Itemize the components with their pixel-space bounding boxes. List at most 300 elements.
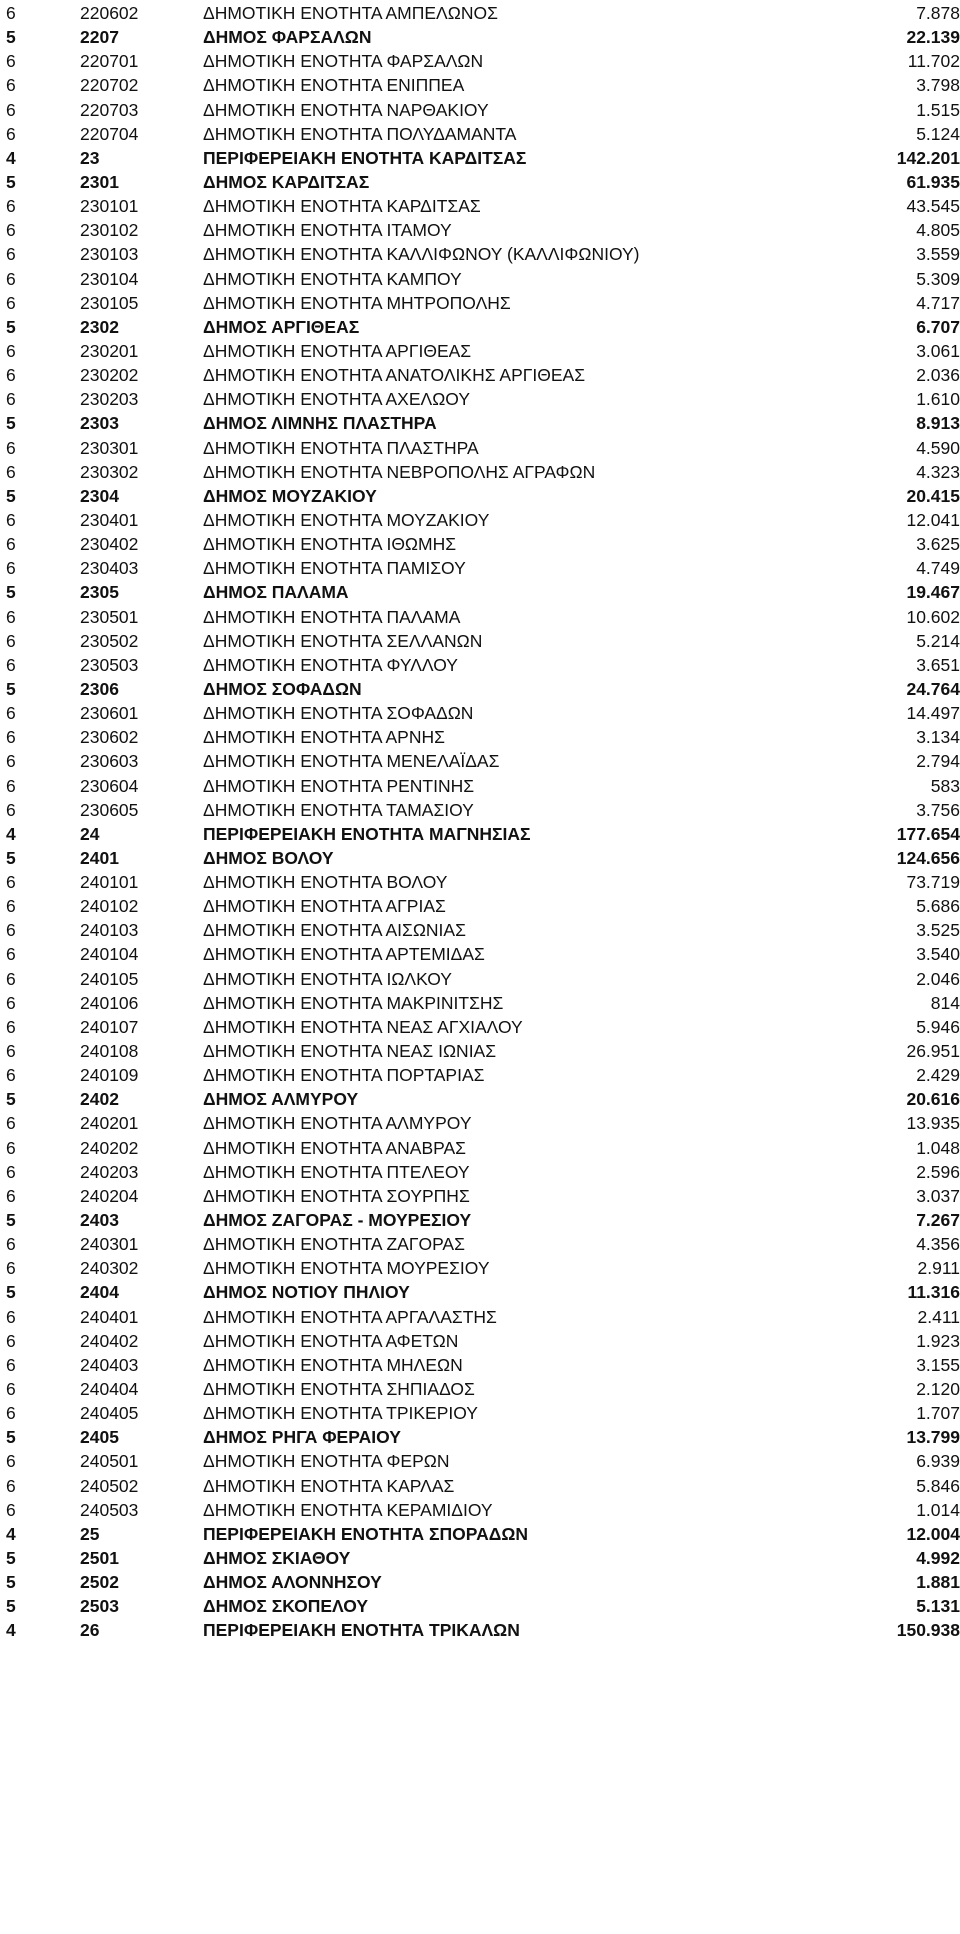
population-cell: 7.267 (916, 1210, 960, 1231)
name-cell: ΔΗΜΟΤΙΚΗ ΕΝΟΤΗΤΑ ΜΗΛΕΩΝ (203, 1354, 463, 1375)
code-cell: 230602 (80, 727, 139, 748)
population-cell: 43.545 (906, 196, 960, 217)
name-cell: ΔΗΜΟΤΙΚΗ ΕΝΟΤΗΤΑ ΜΟΥΖΑΚΙΟΥ (203, 509, 490, 530)
code-cell: 230302 (80, 461, 139, 482)
level-cell: 6 (6, 365, 16, 386)
code-cell: 230105 (80, 292, 139, 313)
table-row (0, 1425, 960, 1449)
name-cell: ΔΗΜΟΣ ΣΚΙΑΘΟΥ (203, 1548, 351, 1568)
population-cell: 3.625 (916, 534, 960, 555)
population-cell: 583 (930, 775, 960, 796)
population-cell: 1.707 (916, 1403, 960, 1424)
population-cell: 3.798 (916, 75, 960, 96)
table-row (0, 1232, 960, 1256)
table-row (0, 798, 960, 822)
table-row (0, 629, 960, 653)
population-cell: 11.702 (907, 51, 960, 72)
level-cell: 6 (6, 799, 16, 820)
table-row (0, 653, 960, 677)
table-row (0, 218, 960, 242)
table-row (0, 291, 960, 315)
name-cell: ΔΗΜΟΤΙΚΗ ΕΝΟΤΗΤΑ ΚΑΜΠΟΥ (203, 268, 462, 289)
level-cell: 6 (6, 3, 16, 23)
name-cell: ΔΗΜΟΣ ΖΑΓΟΡΑΣ - ΜΟΥΡΕΣΙΟΥ (203, 1210, 472, 1231)
level-cell: 6 (6, 1234, 16, 1255)
level-cell: 6 (6, 775, 16, 796)
population-cell: 2.911 (917, 1258, 960, 1279)
population-cell: 22.139 (906, 27, 960, 48)
table-row (0, 1329, 960, 1353)
population-cell: 73.719 (906, 872, 960, 893)
code-cell: 230301 (80, 437, 139, 458)
code-cell: 240403 (80, 1354, 139, 1375)
population-cell: 10.602 (906, 606, 960, 627)
population-cell: 14.497 (906, 703, 960, 724)
table-row (0, 1184, 960, 1208)
table-row (0, 315, 960, 339)
code-cell: 240101 (80, 872, 139, 893)
code-cell: 230402 (80, 534, 139, 555)
level-cell: 6 (6, 196, 16, 217)
table-row (0, 918, 960, 942)
code-cell: 230603 (80, 751, 139, 772)
level-cell: 6 (6, 630, 16, 651)
level-cell: 6 (6, 1306, 16, 1327)
name-cell: ΠΕΡΙΦΕΡΕΙΑΚΗ ΕΝΟΤΗΤΑ ΤΡΙΚΑΛΩΝ (203, 1620, 520, 1641)
table-row (0, 49, 960, 73)
name-cell: ΔΗΜΟΤΙΚΗ ΕΝΟΤΗΤΑ ΙΤΑΜΟΥ (203, 220, 452, 241)
name-cell: ΔΗΜΟΤΙΚΗ ΕΝΟΤΗΤΑ ΝΕΑΣ ΙΩΝΙΑΣ (203, 1041, 497, 1062)
name-cell: ΔΗΜΟΤΙΚΗ ΕΝΟΤΗΤΑ ΠΤΕΛΕΟΥ (203, 1161, 470, 1182)
code-cell: 2207 (80, 27, 119, 48)
table-row (0, 1546, 960, 1570)
code-cell: 240103 (80, 920, 139, 941)
table-row (0, 1063, 960, 1087)
level-cell: 6 (6, 99, 16, 120)
table-row (0, 1522, 960, 1546)
table-row (0, 846, 960, 870)
level-cell: 5 (6, 847, 16, 868)
level-cell: 6 (6, 944, 16, 965)
code-cell: 230202 (80, 365, 139, 386)
code-cell: 220702 (80, 75, 139, 96)
table-row (0, 1353, 960, 1377)
population-cell: 1.923 (916, 1330, 960, 1351)
level-cell: 6 (6, 1379, 16, 1400)
table-row (0, 1015, 960, 1039)
name-cell: ΔΗΜΟΤΙΚΗ ΕΝΟΤΗΤΑ ΑΧΕΛΩΟΥ (203, 389, 470, 410)
level-cell: 6 (6, 968, 16, 989)
level-cell: 6 (6, 606, 16, 627)
code-cell: 240404 (80, 1379, 139, 1400)
name-cell: ΔΗΜΟΤΙΚΗ ΕΝΟΤΗΤΑ ΙΩΛΚΟΥ (203, 968, 452, 989)
population-cell: 2.046 (916, 968, 960, 989)
level-cell: 5 (6, 1282, 16, 1303)
level-cell: 4 (6, 823, 16, 844)
table-row (0, 1160, 960, 1184)
table-row (0, 460, 960, 484)
table-row (0, 749, 960, 773)
level-cell: 5 (6, 171, 16, 192)
level-cell: 6 (6, 1258, 16, 1279)
table-row (0, 991, 960, 1015)
name-cell: ΠΕΡΙΦΕΡΕΙΑΚΗ ΕΝΟΤΗΤΑ ΣΠΟΡΑΔΩΝ (203, 1523, 529, 1544)
table-row (0, 1256, 960, 1280)
population-cell: 5.946 (916, 1016, 960, 1037)
name-cell: ΔΗΜΟΤΙΚΗ ΕΝΟΤΗΤΑ ΝΑΡΘΑΚΙΟΥ (203, 99, 489, 120)
code-cell: 230201 (80, 340, 139, 361)
name-cell: ΔΗΜΟΤΙΚΗ ΕΝΟΤΗΤΑ ΝΕΑΣ ΑΓΧΙΑΛΟΥ (203, 1016, 523, 1037)
name-cell: ΔΗΜΟΣ ΣΟΦΑΔΩΝ (203, 678, 362, 699)
level-cell: 6 (6, 220, 16, 241)
population-cell: 20.415 (906, 485, 960, 506)
level-cell: 6 (6, 703, 16, 724)
table-row (0, 25, 960, 49)
code-cell: 2306 (80, 678, 119, 699)
population-cell: 6.707 (916, 316, 960, 337)
name-cell: ΔΗΜΟΤΙΚΗ ΕΝΟΤΗΤΑ ΣΗΠΙΑΔΟΣ (203, 1379, 475, 1400)
population-cell: 2.429 (916, 1065, 960, 1086)
name-cell: ΔΗΜΟΤΙΚΗ ΕΝΟΤΗΤΑ ΚΕΡΑΜΙΔΙΟΥ (203, 1499, 493, 1520)
table-row (0, 1208, 960, 1232)
table-row (0, 556, 960, 580)
level-cell: 4 (6, 1620, 16, 1641)
level-cell: 5 (6, 316, 16, 337)
level-cell: 6 (6, 340, 16, 361)
name-cell: ΔΗΜΟΣ ΑΡΓΙΘΕΑΣ (203, 316, 360, 337)
level-cell: 6 (6, 1113, 16, 1134)
name-cell: ΔΗΜΟΤΙΚΗ ΕΝΟΤΗΤΑ ΣΕΛΛΑΝΩΝ (203, 630, 483, 651)
level-cell: 6 (6, 1041, 16, 1062)
population-cell: 5.124 (916, 123, 960, 144)
level-cell: 5 (6, 413, 16, 434)
table-row (0, 894, 960, 918)
name-cell: ΔΗΜΟΤΙΚΗ ΕΝΟΤΗΤΑ ΠΛΑΣΤΗΡΑ (203, 437, 479, 458)
code-cell: 230503 (80, 654, 139, 675)
population-cell: 142.201 (896, 147, 960, 168)
population-cell: 13.799 (906, 1427, 960, 1448)
level-cell: 6 (6, 1451, 16, 1472)
population-cell: 6.939 (916, 1451, 960, 1472)
code-cell: 230601 (80, 703, 139, 724)
table-row (0, 98, 960, 122)
name-cell: ΔΗΜΟΣ ΑΛΜΥΡΟΥ (203, 1089, 359, 1110)
code-cell: 2405 (80, 1427, 119, 1448)
code-cell: 230605 (80, 799, 139, 820)
level-cell: 5 (6, 582, 16, 603)
table-row (0, 1111, 960, 1135)
code-cell: 240302 (80, 1258, 139, 1279)
name-cell: ΔΗΜΟΤΙΚΗ ΕΝΟΤΗΤΑ ΑΝΑΤΟΛΙΚΗΣ ΑΡΓΙΘΕΑΣ (203, 365, 586, 386)
table-row (0, 701, 960, 725)
code-cell: 23 (80, 147, 100, 168)
code-cell: 240405 (80, 1403, 139, 1424)
level-cell: 6 (6, 751, 16, 772)
population-cell: 7.878 (916, 3, 960, 23)
code-cell: 220701 (80, 51, 139, 72)
code-cell: 220704 (80, 123, 139, 144)
name-cell: ΔΗΜΟΤΙΚΗ ΕΝΟΤΗΤΑ ΒΟΛΟΥ (203, 872, 448, 893)
population-cell: 61.935 (906, 171, 960, 192)
level-cell: 6 (6, 654, 16, 675)
population-cell: 4.992 (916, 1548, 960, 1568)
level-cell: 6 (6, 1475, 16, 1496)
code-cell: 2503 (80, 1596, 119, 1617)
table-row (0, 73, 960, 97)
population-cell: 5.309 (916, 268, 960, 289)
table-row (0, 242, 960, 266)
name-cell: ΔΗΜΟΤΙΚΗ ΕΝΟΤΗΤΑ ΑΓΡΙΑΣ (203, 896, 446, 917)
population-cell: 26.951 (906, 1041, 960, 1062)
name-cell: ΔΗΜΟΤΙΚΗ ΕΝΟΤΗΤΑ ΑΡΝΗΣ (203, 727, 445, 748)
name-cell: ΔΗΜΟΤΙΚΗ ΕΝΟΤΗΤΑ ΑΙΣΩΝΙΑΣ (203, 920, 466, 941)
level-cell: 5 (6, 1548, 16, 1568)
table-row (0, 339, 960, 363)
population-cell: 5.214 (916, 630, 960, 651)
level-cell: 5 (6, 485, 16, 506)
population-cell: 8.913 (916, 413, 960, 434)
table-row (0, 1280, 960, 1304)
name-cell: ΔΗΜΟΣ ΚΑΡΔΙΤΣΑΣ (203, 171, 370, 192)
code-cell: 240402 (80, 1330, 139, 1351)
name-cell: ΔΗΜΟΤΙΚΗ ΕΝΟΤΗΤΑ ΚΑΡΛΑΣ (203, 1475, 455, 1496)
name-cell: ΔΗΜΟΤΙΚΗ ΕΝΟΤΗΤΑ ΑΜΠΕΛΩΝΟΣ (203, 3, 498, 23)
level-cell: 5 (6, 27, 16, 48)
code-cell: 240107 (80, 1016, 139, 1037)
name-cell: ΔΗΜΟΤΙΚΗ ΕΝΟΤΗΤΑ ΦΑΡΣΑΛΩΝ (203, 51, 484, 72)
code-cell: 240202 (80, 1137, 139, 1158)
level-cell: 6 (6, 1065, 16, 1086)
code-cell: 240105 (80, 968, 139, 989)
code-cell: 240108 (80, 1041, 139, 1062)
table-row (0, 411, 960, 435)
population-cell: 11.316 (907, 1282, 960, 1303)
level-cell: 6 (6, 51, 16, 72)
name-cell: ΔΗΜΟΣ ΦΑΡΣΑΛΩΝ (203, 27, 372, 48)
population-cell: 3.037 (916, 1185, 960, 1206)
code-cell: 25 (80, 1523, 100, 1544)
population-cell: 24.764 (906, 678, 960, 699)
population-cell: 177.654 (896, 823, 960, 844)
name-cell: ΔΗΜΟΤΙΚΗ ΕΝΟΤΗΤΑ ΚΑΡΔΙΤΣΑΣ (203, 196, 481, 217)
population-cell: 13.935 (906, 1113, 960, 1134)
table-row (0, 774, 960, 798)
population-cell: 3.061 (916, 340, 960, 361)
name-cell: ΔΗΜΟΤΙΚΗ ΕΝΟΤΗΤΑ ΑΝΑΒΡΑΣ (203, 1137, 467, 1158)
level-cell: 6 (6, 727, 16, 748)
level-cell: 6 (6, 461, 16, 482)
table-row (0, 267, 960, 291)
table-row (0, 1594, 960, 1618)
population-cell: 4.805 (916, 220, 960, 241)
name-cell: ΔΗΜΟΤΙΚΗ ΕΝΟΤΗΤΑ ΑΡΤΕΜΙΔΑΣ (203, 944, 485, 965)
level-cell: 6 (6, 292, 16, 313)
table-row (0, 725, 960, 749)
table-row (0, 822, 960, 846)
level-cell: 6 (6, 1016, 16, 1037)
population-cell: 4.323 (916, 461, 960, 482)
name-cell: ΠΕΡΙΦΕΡΕΙΑΚΗ ΕΝΟΤΗΤΑ ΚΑΡΔΙΤΣΑΣ (203, 147, 527, 168)
table-row (0, 508, 960, 532)
code-cell: 240502 (80, 1475, 139, 1496)
code-cell: 220703 (80, 99, 139, 120)
population-cell: 20.616 (906, 1089, 960, 1110)
table-row (0, 146, 960, 170)
code-cell: 2502 (80, 1572, 119, 1593)
table-row (0, 1474, 960, 1498)
name-cell: ΔΗΜΟΤΙΚΗ ΕΝΟΤΗΤΑ ΤΑΜΑΣΙΟΥ (203, 799, 474, 820)
code-cell: 230604 (80, 775, 139, 796)
name-cell: ΔΗΜΟΣ ΜΟΥΖΑΚΙΟΥ (203, 485, 377, 506)
name-cell: ΔΗΜΟΣ ΠΑΛΑΜΑ (203, 582, 349, 603)
population-cell: 1.048 (916, 1137, 960, 1158)
level-cell: 6 (6, 1330, 16, 1351)
table-row (0, 194, 960, 218)
name-cell: ΔΗΜΟΤΙΚΗ ΕΝΟΤΗΤΑ ΠΑΛΑΜΑ (203, 606, 461, 627)
table-row (0, 1498, 960, 1522)
name-cell: ΔΗΜΟΣ ΛΙΜΝΗΣ ΠΛΑΣΤΗΡΑ (203, 413, 437, 434)
level-cell: 6 (6, 389, 16, 410)
name-cell: ΔΗΜΟΤΙΚΗ ΕΝΟΤΗΤΑ ΠΑΜΙΣΟΥ (203, 558, 466, 579)
code-cell: 240203 (80, 1161, 139, 1182)
population-cell: 19.467 (906, 582, 960, 603)
code-cell: 2303 (80, 413, 119, 434)
code-cell: 220602 (80, 3, 139, 23)
population-cell: 1.515 (916, 99, 960, 120)
level-cell: 5 (6, 678, 16, 699)
name-cell: ΔΗΜΟΤΙΚΗ ΕΝΟΤΗΤΑ ΑΡΓΙΘΕΑΣ (203, 340, 472, 361)
table-row (0, 1449, 960, 1473)
population-cell: 5.131 (916, 1596, 960, 1617)
code-cell: 230401 (80, 509, 139, 530)
population-cell: 2.036 (916, 365, 960, 386)
name-cell: ΔΗΜΟΤΙΚΗ ΕΝΟΤΗΤΑ ΜΟΥΡΕΣΙΟΥ (203, 1258, 490, 1279)
code-cell: 2404 (80, 1282, 119, 1303)
name-cell: ΔΗΜΟΣ ΒΟΛΟΥ (203, 847, 334, 868)
name-cell: ΔΗΜΟΤΙΚΗ ΕΝΟΤΗΤΑ ΜΕΝΕΛΑΪΔΑΣ (203, 751, 500, 772)
level-cell: 6 (6, 1185, 16, 1206)
code-cell: 230502 (80, 630, 139, 651)
population-cell: 150.938 (896, 1620, 960, 1641)
level-cell: 6 (6, 1499, 16, 1520)
table-row (0, 1, 960, 25)
level-cell: 6 (6, 1161, 16, 1182)
table-row (0, 1305, 960, 1329)
name-cell: ΔΗΜΟΣ ΡΗΓΑ ΦΕΡΑΙΟΥ (203, 1427, 401, 1448)
code-cell: 230403 (80, 558, 139, 579)
table-row (0, 1401, 960, 1425)
code-cell: 2302 (80, 316, 119, 337)
level-cell: 6 (6, 509, 16, 530)
code-cell: 2305 (80, 582, 119, 603)
population-cell: 3.540 (916, 944, 960, 965)
code-cell: 240104 (80, 944, 139, 965)
code-cell: 240204 (80, 1185, 139, 1206)
level-cell: 5 (6, 1427, 16, 1448)
level-cell: 5 (6, 1089, 16, 1110)
table-row (0, 532, 960, 556)
name-cell: ΔΗΜΟΤΙΚΗ ΕΝΟΤΗΤΑ ΜΑΚΡΙΝΙΤΣΗΣ (203, 992, 504, 1013)
name-cell: ΔΗΜΟΤΙΚΗ ΕΝΟΤΗΤΑ ΕΝΙΠΠΕΑ (203, 75, 465, 96)
name-cell: ΔΗΜΟΤΙΚΗ ΕΝΟΤΗΤΑ ΣΟΦΑΔΩΝ (203, 703, 474, 724)
level-cell: 6 (6, 872, 16, 893)
name-cell: ΔΗΜΟΤΙΚΗ ΕΝΟΤΗΤΑ ΖΑΓΟΡΑΣ (203, 1234, 465, 1255)
population-cell: 12.041 (906, 509, 960, 530)
population-cell: 2.794 (916, 751, 960, 772)
code-cell: 230501 (80, 606, 139, 627)
population-cell: 4.749 (916, 558, 960, 579)
name-cell: ΔΗΜΟΤΙΚΗ ΕΝΟΤΗΤΑ ΡΕΝΤΙΝΗΣ (203, 775, 475, 796)
level-cell: 6 (6, 534, 16, 555)
code-cell: 2403 (80, 1210, 119, 1231)
level-cell: 6 (6, 123, 16, 144)
population-cell: 2.411 (917, 1306, 960, 1327)
code-cell: 2402 (80, 1089, 119, 1110)
table-row (0, 1570, 960, 1594)
level-cell: 6 (6, 1354, 16, 1375)
population-cell: 3.559 (916, 244, 960, 265)
table-row (0, 967, 960, 991)
table-row (0, 387, 960, 411)
population-cell: 2.120 (916, 1379, 960, 1400)
name-cell: ΔΗΜΟΤΙΚΗ ΕΝΟΤΗΤΑ ΣΟΥΡΠΗΣ (203, 1185, 470, 1206)
table-row (0, 677, 960, 701)
table-row (0, 1377, 960, 1401)
code-cell: 240201 (80, 1113, 139, 1134)
code-cell: 230101 (80, 196, 139, 217)
code-cell: 240109 (80, 1065, 139, 1086)
level-cell: 6 (6, 558, 16, 579)
code-cell: 240501 (80, 1451, 139, 1472)
code-cell: 240301 (80, 1234, 139, 1255)
name-cell: ΔΗΜΟΣ ΑΛΟΝΝΗΣΟΥ (203, 1572, 382, 1593)
code-cell: 230104 (80, 268, 139, 289)
name-cell: ΔΗΜΟΤΙΚΗ ΕΝΟΤΗΤΑ ΑΛΜΥΡΟΥ (203, 1113, 472, 1134)
table-row (0, 484, 960, 508)
table-row (0, 1136, 960, 1160)
name-cell: ΔΗΜΟΤΙΚΗ ΕΝΟΤΗΤΑ ΑΡΓΑΛΑΣΤΗΣ (203, 1306, 497, 1327)
population-cell: 3.651 (916, 654, 960, 675)
name-cell: ΔΗΜΟΤΙΚΗ ΕΝΟΤΗΤΑ ΙΘΩΜΗΣ (203, 534, 457, 555)
level-cell: 6 (6, 1403, 16, 1424)
name-cell: ΔΗΜΟΤΙΚΗ ΕΝΟΤΗΤΑ ΦΕΡΩΝ (203, 1451, 450, 1472)
population-cell: 3.756 (916, 799, 960, 820)
table-row (0, 1618, 960, 1642)
population-cell: 12.004 (906, 1523, 960, 1544)
table-row (0, 870, 960, 894)
code-cell: 240106 (80, 992, 139, 1013)
level-cell: 5 (6, 1572, 16, 1593)
level-cell: 6 (6, 920, 16, 941)
level-cell: 6 (6, 896, 16, 917)
population-cell: 5.846 (916, 1475, 960, 1496)
name-cell: ΔΗΜΟΤΙΚΗ ΕΝΟΤΗΤΑ ΤΡΙΚΕΡΙΟΥ (203, 1403, 478, 1424)
name-cell: ΔΗΜΟΤΙΚΗ ΕΝΟΤΗΤΑ ΑΦΕΤΩΝ (203, 1330, 459, 1351)
population-cell: 3.134 (916, 727, 960, 748)
population-cell: 3.525 (916, 920, 960, 941)
code-cell: 230103 (80, 244, 139, 265)
level-cell: 6 (6, 1137, 16, 1158)
name-cell: ΔΗΜΟΤΙΚΗ ΕΝΟΤΗΤΑ ΚΑΛΛΙΦΩΝΟΥ (ΚΑΛΛΙΦΩΝΙΟΥ) (203, 244, 640, 265)
table-row (0, 170, 960, 194)
level-cell: 6 (6, 244, 16, 265)
table-row (0, 363, 960, 387)
population-cell: 814 (930, 992, 960, 1013)
level-cell: 4 (6, 1523, 16, 1544)
population-cell: 2.596 (916, 1161, 960, 1182)
code-cell: 2401 (80, 847, 119, 868)
name-cell: ΔΗΜΟΤΙΚΗ ΕΝΟΤΗΤΑ ΠΟΡΤΑΡΙΑΣ (203, 1065, 485, 1086)
